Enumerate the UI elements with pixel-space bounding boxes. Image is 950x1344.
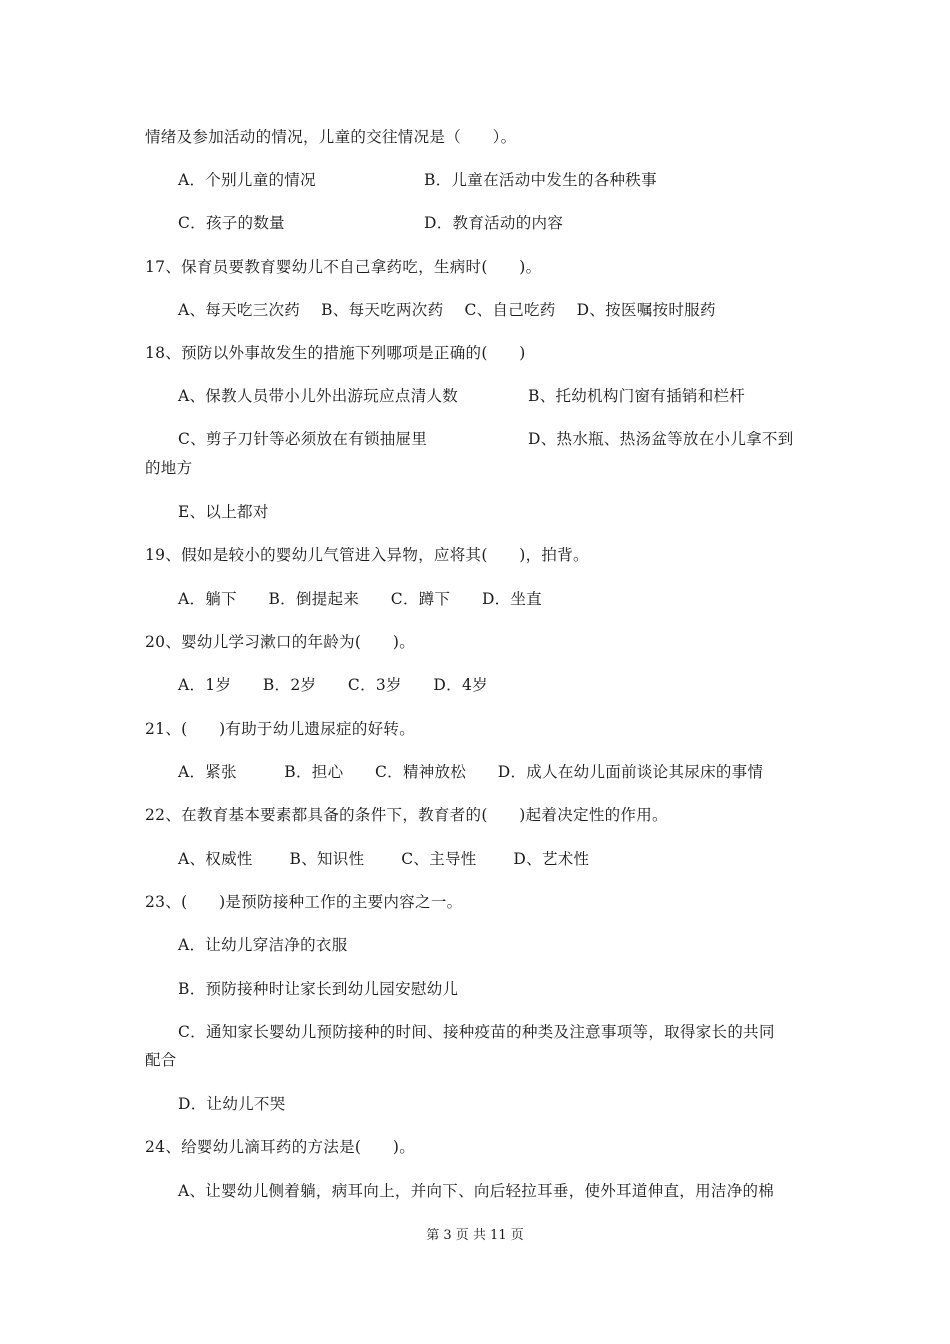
q18-option-b: B、托幼机构门窗有插销和栏杆 — [528, 387, 746, 405]
q17-stem: 17、保育员要教育婴幼儿不自己拿药吃，生病时( )。 — [145, 258, 542, 276]
q18-stem: 18、预防以外事故发生的措施下列哪项是正确的( ) — [145, 344, 526, 362]
q21-options: A．紧张 B．担心 C．精神放松 D．成人在幼儿面前谈论其尿床的事情 — [178, 763, 764, 781]
q16-option-c: C．孩子的数量 — [178, 214, 285, 232]
q23-option-a: A．让幼儿穿洁净的衣服 — [178, 936, 348, 954]
q21-stem: 21、( )有助于幼儿遗尿症的好转。 — [145, 720, 416, 738]
page-footer: 第 3 页 共 11 页 — [426, 1228, 524, 1243]
q22-stem: 22、在教育基本要素都具备的条件下，教育者的( )起着决定性的作用。 — [145, 806, 668, 824]
q16-option-a: A．个别儿童的情况 — [178, 171, 316, 189]
q16-option-b: B．儿童在活动中发生的各种秩事 — [424, 171, 657, 189]
q17-options: A、每天吃三次药 B、每天吃两次药 C、自己吃药 D、按医嘱按时服药 — [178, 301, 716, 319]
q16-option-d: D．教育活动的内容 — [424, 214, 564, 232]
q22-options: A、权威性 B、知识性 C、主导性 D、艺术性 — [178, 850, 590, 868]
q18-option-d: D、热水瓶、热汤盆等放在小儿拿不到 — [528, 430, 794, 448]
q23-option-c-continuation: 配合 — [145, 1051, 177, 1069]
q20-stem: 20、婴幼儿学习漱口的年龄为( )。 — [145, 633, 416, 651]
q20-options: A．1岁 B．2岁 C．3岁 D．4岁 — [178, 676, 488, 694]
q24-stem: 24、给婴幼儿滴耳药的方法是( )。 — [145, 1138, 416, 1156]
q18-option-d-continuation: 的地方 — [145, 459, 193, 477]
q18-option-e: E、以上都对 — [178, 503, 269, 521]
q23-option-b: B．预防接种时让家长到幼儿园安慰幼儿 — [178, 980, 459, 998]
q18-option-c: C、剪子刀针等必须放在有锁抽屉里 — [178, 430, 428, 448]
q23-option-d: D．让幼儿不哭 — [178, 1095, 286, 1113]
q23-option-c: C．通知家长婴幼儿预防接种的时间、接种疫苗的种类及注意事项等，取得家长的共同 — [178, 1023, 775, 1041]
q19-options: A．躺下 B．倒提起来 C．蹲下 D．坐直 — [178, 590, 543, 608]
q19-stem: 19、假如是较小的婴幼儿气管进入异物，应将其( )，拍背。 — [145, 546, 589, 564]
q18-option-a: A、保教人员带小儿外出游玩应点清人数 — [178, 387, 459, 405]
q16-stem-continuation: 情绪及参加活动的情况，儿童的交往情况是（ ）。 — [145, 128, 517, 146]
q24-option-a: A、让婴幼儿侧着躺，病耳向上，并向下、向后轻拉耳垂，使外耳道伸直，用洁净的棉 — [178, 1182, 775, 1200]
q23-stem: 23、( )是预防接种工作的主要内容之一。 — [145, 893, 463, 911]
